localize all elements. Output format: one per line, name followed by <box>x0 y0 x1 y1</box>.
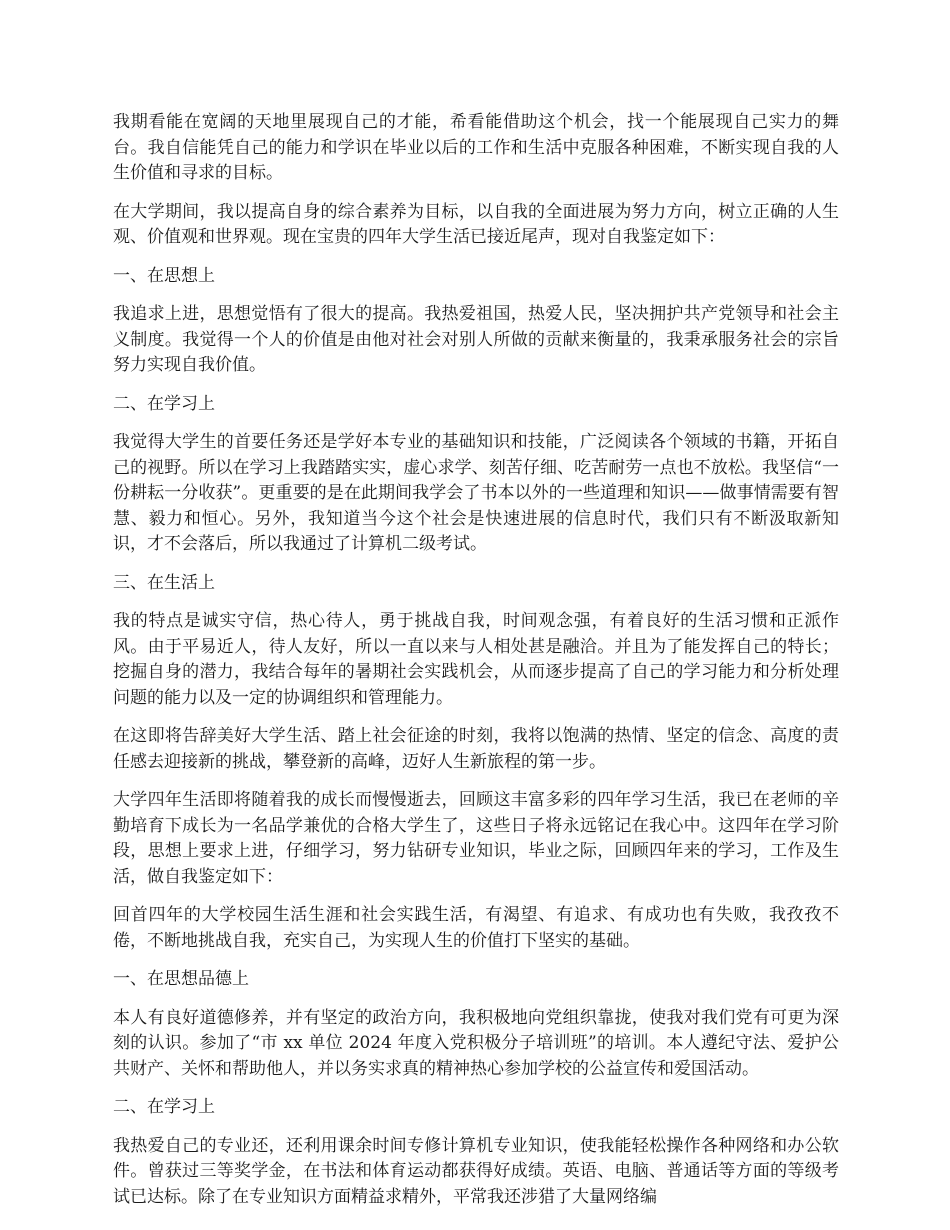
paragraph-study: 我觉得大学生的首要任务还是学好本专业的基础知识和技能，广泛阅读各个领域的书籍，开拓自己的视野。所以在学习上我踏踏实实，虚心求学、刻苦仔细、吃苦耐劳一点也不放松。我坚信“一份耕耘一分收获”。更重要的是在此期间我学会了书本以外的一些道理和知识——做事情需要有智慧、毅力和恒心。另外，我知道当今这个社会是快速进展的信息时代，我们只有不断汲取新知识，才不会落后，所以我通过了计算机二级考试。 <box>113 432 839 554</box>
paragraph-study-2: 我热爱自己的专业还，还利用课余时间专修计算机专业知识，使我能轻松操作各种网络和办公软件。曾获过三等奖学金，在书法和体育运动都获得好成绩。英语、电脑、普通话等方面的等级考试已达标。除了在专业知识方面精益求精外，平常我还涉猎了大量网络编 <box>113 1135 839 1207</box>
section-heading-life: 三、在生活上 <box>113 572 215 593</box>
paragraph-life: 我的特点是诚实守信，热心待人，勇于挑战自我，时间观念强，有着良好的生活习惯和正派作风。由于平易近人，待人友好，所以一直以来与人相处甚是融洽。并且为了能发挥自己的特长；挖掘自身的潜力，我结合每年的暑期社会实践机会，从而逐步提高了自己的学习能力和分析处理问题的能力以及一定的协调组织和管理能力。 <box>113 611 839 708</box>
document-body <box>113 110 839 1223</box>
paragraph-intro-aspiration: 我期看能在宽阔的天地里展现自己的才能，希看能借助这个机会，找一个能展现自己实力的舞台。我自信能凭自己的能力和学识在毕业以后的工作和生活中克服各种困难，不断实现自我的人生价值和寻求的目标。 <box>113 112 839 183</box>
paragraph-review: 回首四年的大学校园生活生涯和社会实践生活，有渴望、有追求、有成功也有失败，我孜孜不倦，不断地挑战自我，充实自己，为实现人生的价值打下坚实的基础。 <box>113 905 839 951</box>
section-heading-thought: 一、在思想上 <box>113 265 215 286</box>
paragraph-four-years: 大学四年生活即将随着我的成长而慢慢逝去，回顾这丰富多彩的四年学习生活，我已在老师的辛勤培育下成长为一名品学兼优的合格大学生了，这些日子将永远铭记在我心中。这四年在学习阶段，思想上要求上进，仔细学习，努力钻研专业知识，毕业之际，回顾四年来的学习，工作及生活，做自我鉴定如下： <box>113 790 839 887</box>
paragraph-thought: 我追求上进，思想觉悟有了很大的提高。我热爱祖国，热爱人民，坚决拥护共产党领导和社会主义制度。我觉得一个人的价值是由他对社会对别人所做的贡献来衡量的，我秉承服务社会的宗旨努力实现自我价值。 <box>113 304 839 375</box>
paragraph-farewell: 在这即将告辞美好大学生活、踏上社会征途的时刻，我将以饱满的热情、坚定的信念、高度的责任感去迎接新的挑战，攀登新的高峰，迈好人生新旅程的第一步。 <box>113 726 839 772</box>
section-heading-study: 二、在学习上 <box>113 393 215 414</box>
section-heading-study-2: 二、在学习上 <box>113 1097 215 1117</box>
paragraph-morality: 本人有良好道德修养，并有坚定的政治方向，我积极地向党组织靠拢，使我对我们党有可更为深刻的认识。参加了“市 xx 单位 2024 年度入党积极分子培训班”的培训。本人遵纪守法、爱护公共财产、关怀和帮助他人，并以务实求真的精神热心参加学校的公益宣传和爱国活动。 <box>113 1007 839 1079</box>
section-heading-morality: 一、在思想品德上 <box>113 969 249 989</box>
paragraph-intro-university: 在大学期间，我以提高自身的综合素养为目标，以自我的全面进展为努力方向，树立正确的人生观、价值观和世界观。现在宝贵的四年大学生活已接近尾声，现对自我鉴定如下： <box>113 201 839 247</box>
